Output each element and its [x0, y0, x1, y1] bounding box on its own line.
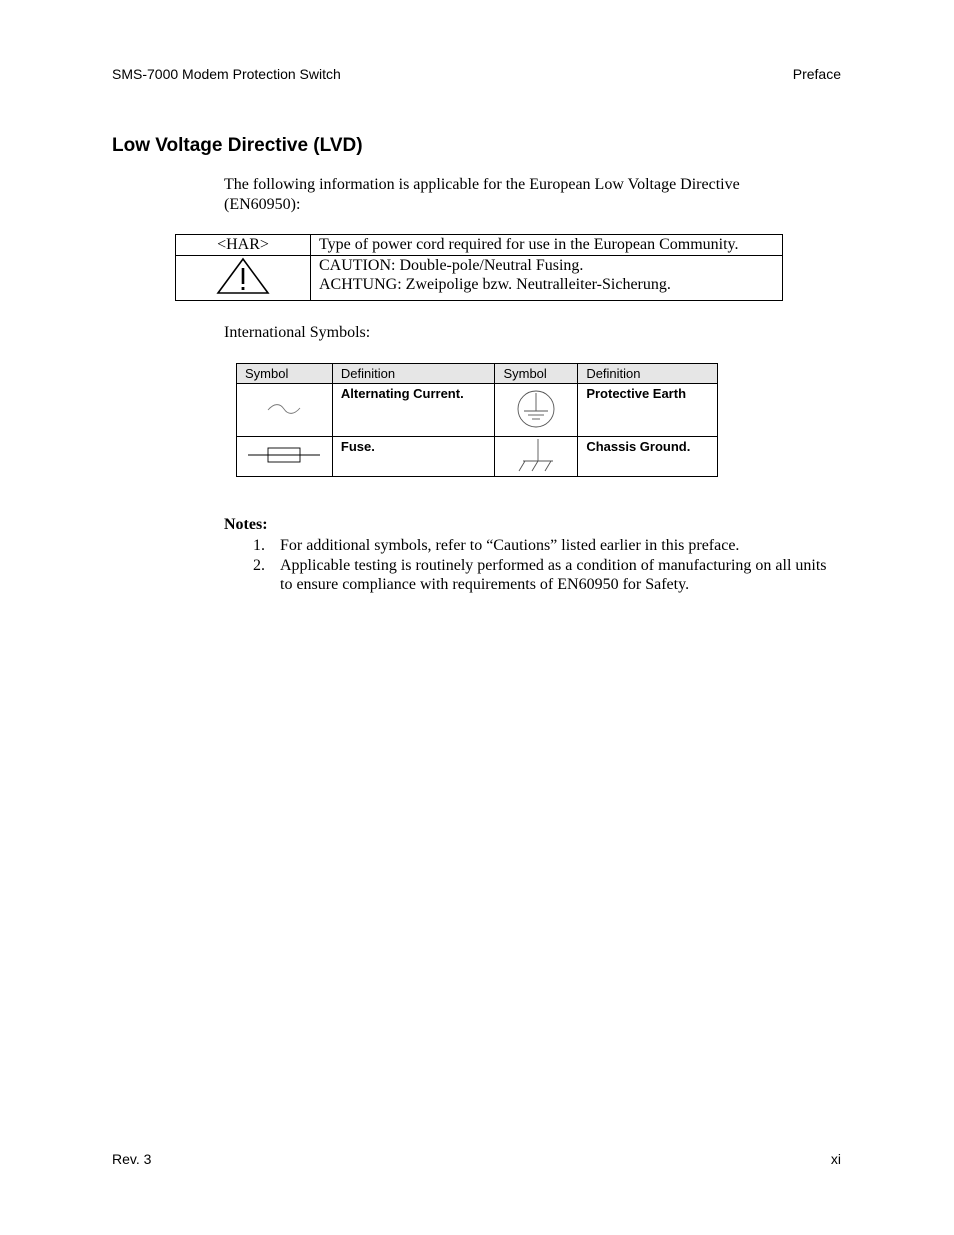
chassis-ground-icon	[495, 437, 578, 477]
note-text: Applicable testing is routinely performed as a condition of manufacturing on all units to ensure compliance with requirements of EN60950 for Safety.	[280, 556, 827, 593]
notes-title: Notes:	[224, 516, 268, 533]
symbols-header-row	[237, 364, 718, 384]
header-symbol-1: Symbol	[237, 364, 333, 384]
caution-en: CAUTION: Double-pole/Neutral Fusing.	[319, 257, 584, 274]
lvd-row-caution	[176, 256, 783, 301]
caution-de: ACHTUNG: Zweipolige bzw. Neutralleiter-Sicherung.	[319, 276, 671, 293]
definition-alternating-current: Alternating Current.	[332, 384, 495, 437]
international-symbols-label: International Symbols:	[224, 324, 371, 341]
note-number: 1.	[253, 537, 265, 554]
note-number: 2.	[253, 556, 265, 574]
footer-revision: Rev. 3	[112, 1151, 152, 1167]
running-header-section: Preface	[792, 66, 841, 82]
header-definition-1: Definition	[332, 364, 495, 384]
list-item	[224, 536, 834, 556]
symbols-table	[236, 363, 718, 477]
lvd-table	[175, 234, 783, 301]
note-text: For additional symbols, refer to “Cautions” listed earlier in this preface.	[280, 537, 740, 554]
alternating-current-icon	[237, 384, 333, 437]
intro-paragraph: The following information is applicable for the European Low Voltage Directive (EN60950):	[224, 176, 740, 213]
protective-earth-icon	[495, 384, 578, 437]
warning-triangle-icon	[176, 256, 311, 301]
table-row	[237, 437, 718, 477]
definition-protective-earth: Protective Earth	[578, 384, 718, 437]
caution-text	[311, 256, 783, 301]
footer-page-number: xi	[830, 1151, 841, 1167]
header-symbol-2: Symbol	[495, 364, 578, 384]
header-definition-2: Definition	[578, 364, 718, 384]
har-description: Type of power cord required for use in the European Community.	[311, 235, 783, 256]
table-row	[237, 384, 718, 437]
lvd-row-har	[176, 235, 783, 256]
running-header-title: SMS-7000 Modem Protection Switch	[112, 66, 341, 82]
list-item	[224, 556, 834, 595]
fuse-icon	[237, 437, 333, 477]
definition-fuse: Fuse.	[332, 437, 495, 477]
har-label: <HAR>	[176, 235, 311, 256]
section-title: Low Voltage Directive (LVD)	[112, 135, 363, 156]
notes-list	[224, 536, 834, 595]
definition-chassis-ground: Chassis Ground.	[578, 437, 718, 477]
